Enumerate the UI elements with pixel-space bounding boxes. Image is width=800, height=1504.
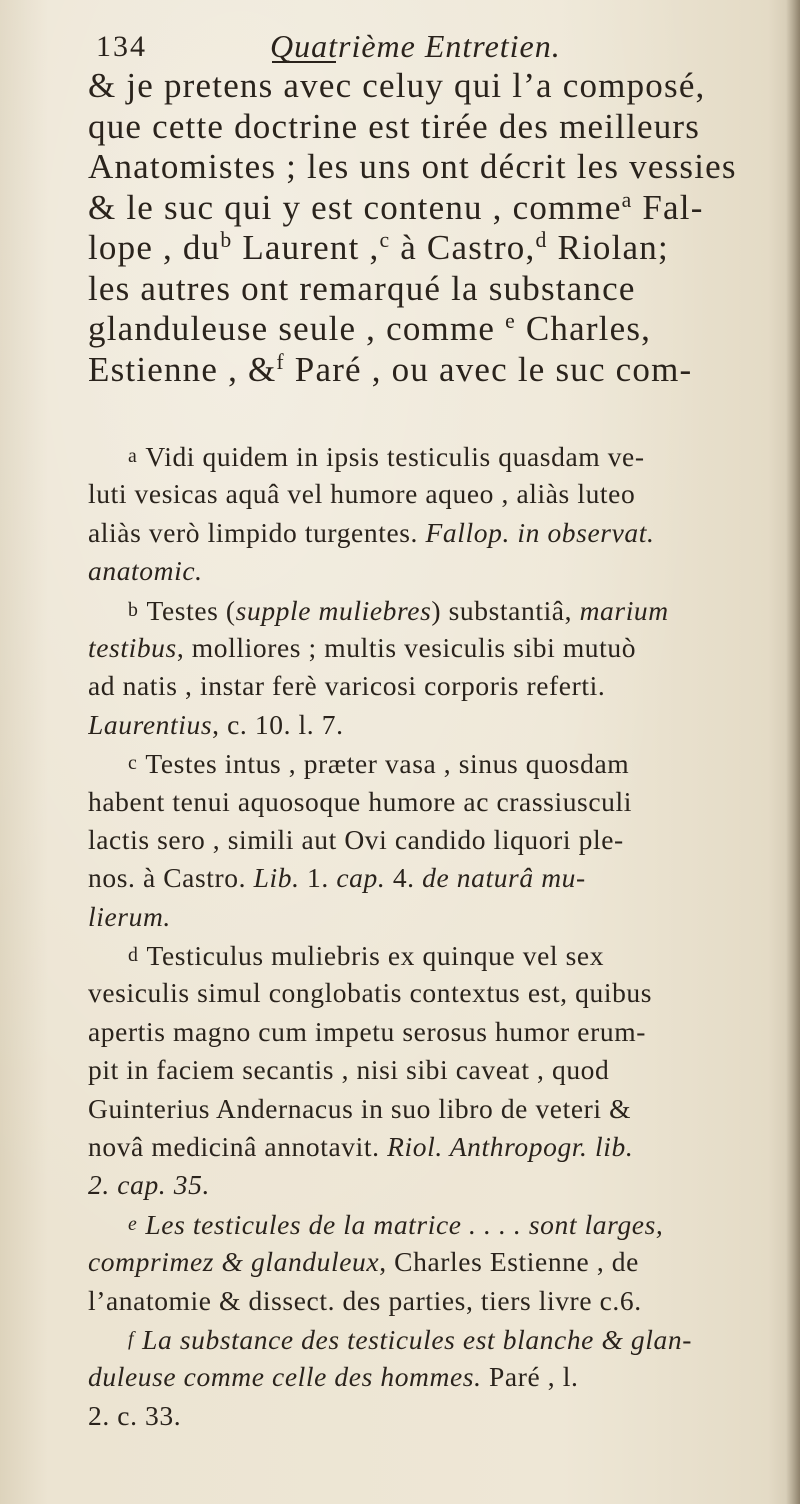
text-line: & je pretens avec celuy qui l’a composé,: [88, 66, 706, 105]
footnote-e: e Les testicules de la matrice . . . . sont larges,: [128, 1208, 664, 1240]
text-line: lope , $du^b$ Laurent ,$^c$ à Castro,$^d$ Riolan;: [88, 228, 669, 267]
footnote-d: d Testiculus muliebris ex quinque vel sex: [128, 940, 605, 972]
text-line: Anatomistes ; les uns ont décrit les vessies: [88, 147, 737, 186]
footnote-ref: f: [276, 349, 285, 374]
footnote-ref: e: [505, 309, 516, 334]
running-title: Quatrième Entretien.: [270, 28, 561, 64]
footnote-ref: b: [220, 228, 233, 253]
footnote-ref: d: [535, 228, 548, 253]
footnote-ref: a: [621, 187, 633, 212]
page-edge-shadow: [786, 0, 800, 1504]
text-line: glanduleuse seule , comme $^e$ Charles,: [88, 309, 652, 348]
text-line: les autres ont remarqué la substance: [88, 268, 636, 308]
footnote-ref: c: [379, 228, 391, 253]
footnote-c: c Testes intus , præter vasa , sinus quosdam: [128, 748, 630, 780]
text-line: que cette doctrine est tirée des meilleurs: [88, 106, 701, 146]
text-line: & le suc qui y est contenu , comme$^a$ Fal-: [88, 187, 704, 227]
main-text: [88, 66, 788, 390]
footnotes: a Vidi quidem in ipsis testiculis quasdam ve- luti vesicas aquâ vel humore aqueo , aliàs luteo aliàs verò limpido turgentes. Fallop. in observat. anatomic. b Testes (supple muliebres) substantiâ, marium testibus, molliores ; multis vesiculis sibi mutuò ad natis , instar ferè varicosi corporis referti. Laurentius, c. 10. l. 7. c Testes intus , præter vasa , sinus quosdam habent tenui aquosoque humore ac crassiusculi lactis sero , simili aut Ovi candido liquori ple- nos. à Castro. Lib. 1. cap. 4. de naturâ mu- lierum. d Testiculus muliebris ex quinque vel sex vesiculis simul conglobatis contextus est, quibus apertis magno cum impetu serosus humor erum- pit in faciem secantis , nisi sibi caveat , quod Guinterius Andernacus in suo libro de veteri & novâ medicinâ annotavit. Riol. Anthropogr. lib. 2. cap. 35. e Les testicules de la matrice . . . . sont larges, comprimez & glanduleux, Charles Estienne , de l’anatomie & dissect. des parties, tiers livre c.6. f La substance des testicules est blanche & glan- duleuse comme celle des hommes. Paré , l. 2. c. 33.: [88, 437, 788, 1435]
footnote-b: b Testes (supple muliebres) substantiâ, marium: [128, 594, 669, 626]
footnote-a: a Vidi quidem in ipsis testiculis quasdam ve-: [128, 440, 645, 472]
page-number: 134: [96, 30, 147, 63]
text-line: Estienne , &$^f$ Paré , ou avec le suc com-: [88, 349, 693, 389]
footnote-f: f La substance des testicules est blanche & glan-: [128, 1323, 692, 1355]
